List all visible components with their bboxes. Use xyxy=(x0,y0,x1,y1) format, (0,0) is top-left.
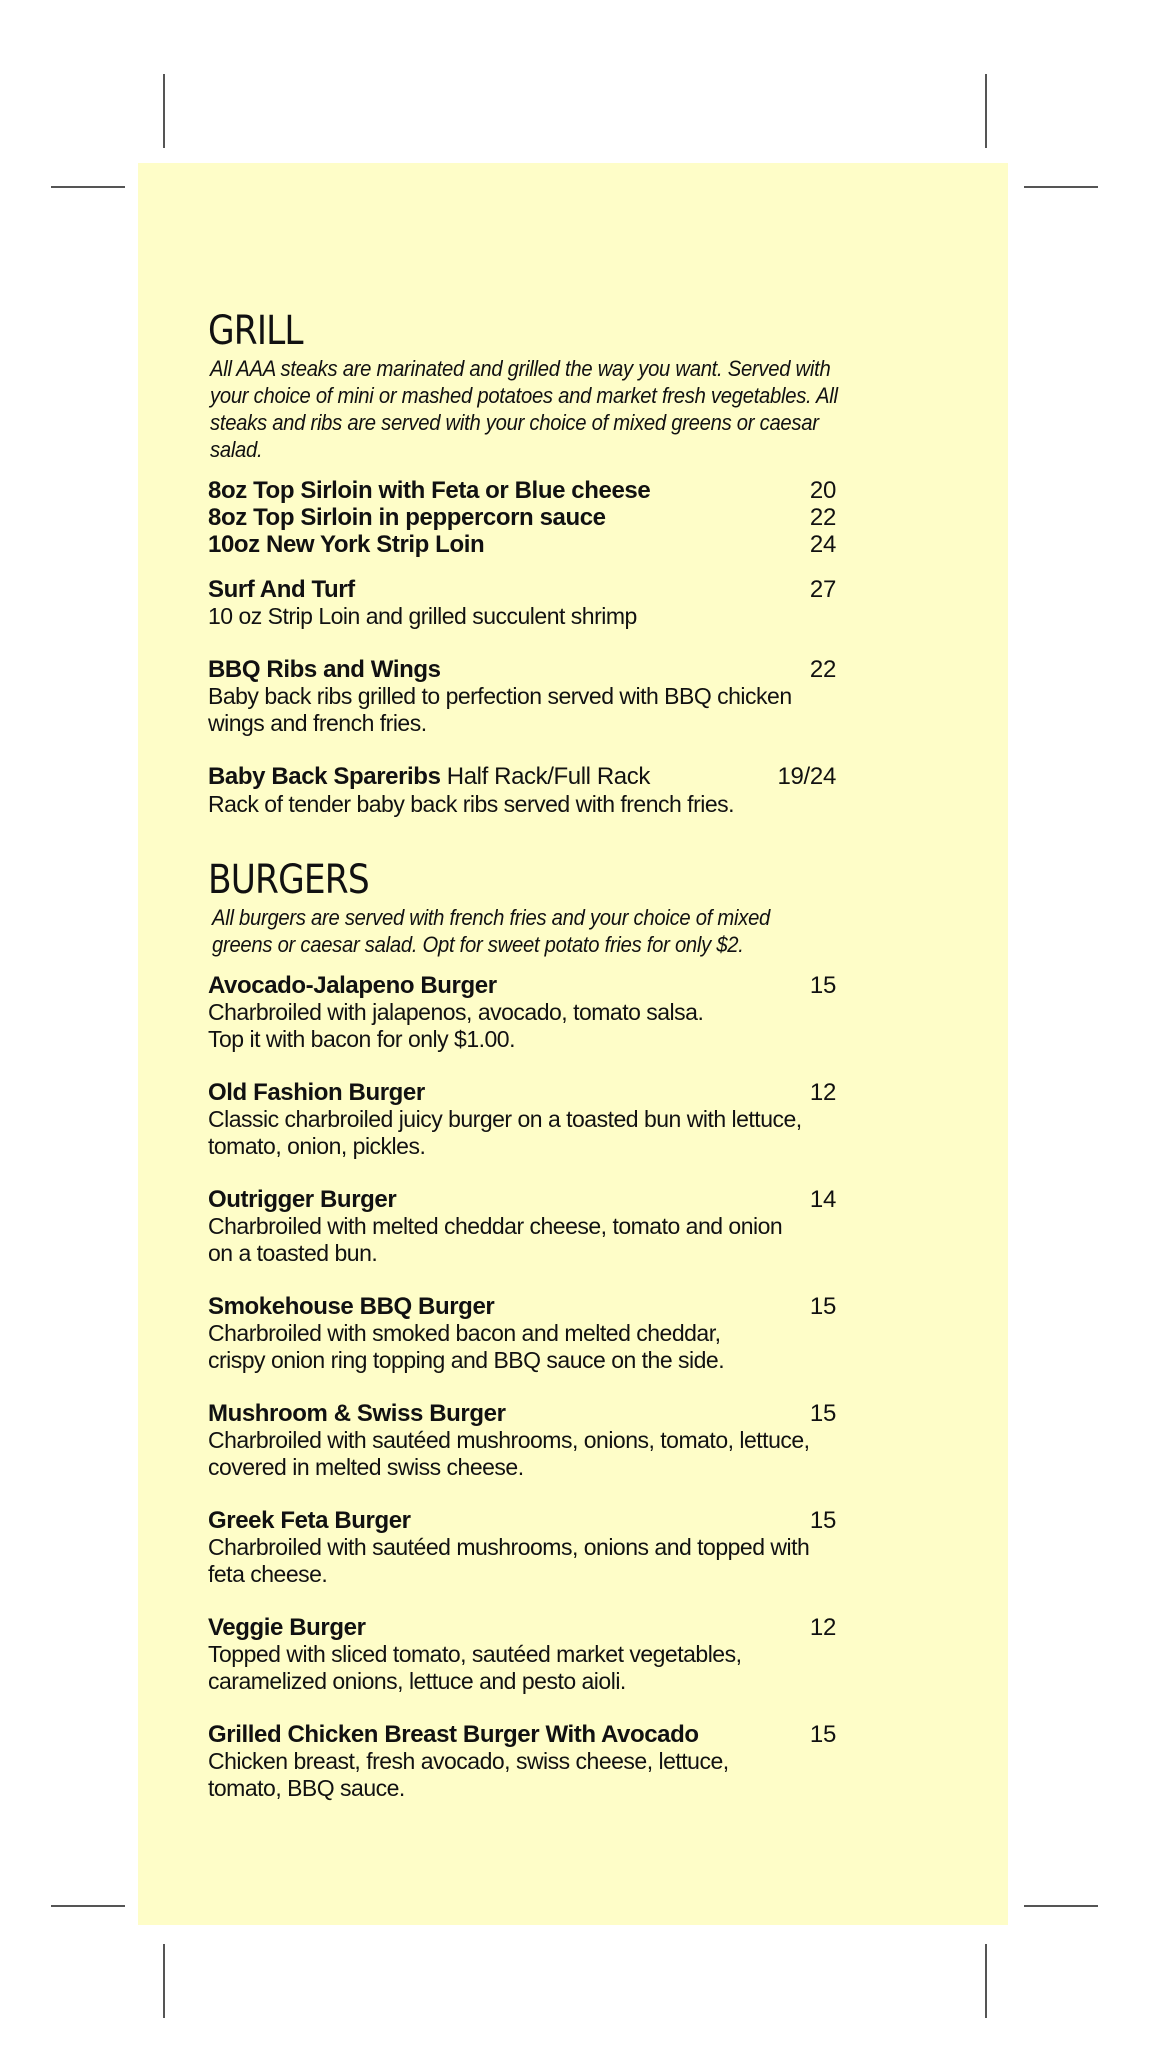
item-name: BBQ Ribs and Wings xyxy=(208,656,441,683)
item-price: 15 xyxy=(809,1721,836,1748)
item-description: Charbroiled with melted cheddar cheese, tomato and onion on a toasted bun. xyxy=(208,1213,783,1266)
menu-item-old-fashion-burger xyxy=(208,1079,836,1160)
item-price: 12 xyxy=(809,1079,836,1106)
item-description: Rack of tender baby back ribs served with french fries. xyxy=(208,791,735,817)
item-price: 19/24 xyxy=(777,763,836,790)
item-description: Charbroiled with sautéed mushrooms, onions, tomato, lettuce, covered in melted swiss cheese. xyxy=(208,1427,810,1480)
item-header xyxy=(208,656,836,683)
steak-name: 8oz Top Sirloin with Feta or Blue cheese xyxy=(208,477,651,504)
menu-item-avocado-jalapeno-burger xyxy=(208,972,836,1053)
menu-item-outrigger-burger xyxy=(208,1186,836,1267)
crop-mark-left-top xyxy=(51,186,125,188)
item-name: Surf And Turf xyxy=(208,576,355,603)
item-header xyxy=(208,1293,836,1320)
steak-name: 8oz Top Sirloin in peppercorn sauce xyxy=(208,504,606,531)
item-price: 12 xyxy=(809,1614,836,1641)
item-portion-options: Half Rack/Full Rack xyxy=(440,763,650,790)
item-price: 15 xyxy=(809,1293,836,1320)
steak-row xyxy=(208,504,836,531)
steak-name: 10oz New York Strip Loin xyxy=(208,531,485,558)
item-header xyxy=(208,972,836,999)
item-title xyxy=(208,763,650,791)
crop-mark-left-bottom xyxy=(51,1905,125,1907)
steak-group xyxy=(208,477,836,558)
steak-row xyxy=(208,531,836,558)
item-description: Chicken breast, fresh avocado, swiss cheese, lettuce, tomato, BBQ sauce. xyxy=(208,1748,729,1801)
item-header xyxy=(208,1507,836,1534)
item-header xyxy=(208,576,836,603)
item-price: 15 xyxy=(809,1507,836,1534)
steak-price: 24 xyxy=(809,531,836,558)
crop-mark-bottom-left xyxy=(163,1944,165,2018)
item-description: Charbroiled with jalapenos, avocado, tomato salsa. Top it with bacon for only $1.00. xyxy=(208,999,704,1052)
item-name: Greek Feta Burger xyxy=(208,1507,411,1534)
item-header xyxy=(208,763,836,791)
item-description: Topped with sliced tomato, sautéed market vegetables, caramelized onions, lettuce and pesto aioli. xyxy=(208,1641,742,1694)
burgers-title: BURGERS xyxy=(208,857,369,903)
item-header xyxy=(208,1186,836,1213)
item-price: 15 xyxy=(809,1400,836,1427)
item-header xyxy=(208,1721,836,1748)
menu-item-grilled-chicken-burger xyxy=(208,1721,836,1802)
crop-mark-right-bottom xyxy=(1024,1905,1098,1907)
menu-item-smokehouse-bbq-burger xyxy=(208,1293,836,1374)
menu-content xyxy=(208,309,836,1802)
menu-item-mushroom-swiss-burger xyxy=(208,1400,836,1481)
menu-item-greek-feta-burger xyxy=(208,1507,836,1588)
item-header xyxy=(208,1079,836,1106)
item-name: Baby Back Spareribs xyxy=(208,763,441,790)
item-name: Outrigger Burger xyxy=(208,1186,397,1213)
item-description: Baby back ribs grilled to perfection served with BBQ chicken wings and french fries. xyxy=(208,683,792,736)
item-description: Charbroiled with smoked bacon and melted cheddar, crispy onion ring topping and BBQ sauce on the side. xyxy=(208,1320,725,1373)
menu-item-baby-back-spareribs xyxy=(208,763,836,818)
item-price: 14 xyxy=(809,1186,836,1213)
grill-section xyxy=(208,309,836,818)
crop-mark-bottom-right xyxy=(985,1944,987,2018)
menu-panel xyxy=(138,163,1008,1925)
item-description: Classic charbroiled juicy burger on a toasted bun with lettuce, tomato, onion, pickles. xyxy=(208,1106,802,1159)
item-header xyxy=(208,1400,836,1427)
crop-mark-top-right xyxy=(985,74,987,148)
burgers-section xyxy=(208,858,836,1802)
steak-price: 20 xyxy=(809,477,836,504)
menu-item-bbq-ribs-wings xyxy=(208,656,836,737)
item-name: Smokehouse BBQ Burger xyxy=(208,1293,495,1320)
item-price: 27 xyxy=(809,576,836,603)
item-description: Charbroiled with sautéed mushrooms, onions and topped with feta cheese. xyxy=(208,1534,810,1587)
item-price: 15 xyxy=(809,972,836,999)
grill-title: GRILL xyxy=(208,308,303,354)
item-name: Avocado-Jalapeno Burger xyxy=(208,972,497,999)
menu-item-veggie-burger xyxy=(208,1614,836,1695)
crop-mark-top-left xyxy=(163,74,165,148)
item-name: Veggie Burger xyxy=(208,1614,366,1641)
item-name: Mushroom & Swiss Burger xyxy=(208,1400,506,1427)
crop-mark-right-top xyxy=(1024,186,1098,188)
steak-row xyxy=(208,477,836,504)
item-description: 10 oz Strip Loin and grilled succulent shrimp xyxy=(208,603,637,629)
item-name: Grilled Chicken Breast Burger With Avocado xyxy=(208,1721,699,1748)
burgers-note: All burgers are served with french fries and your choice of mixed greens or caesar salad. Opt for sweet potato fries for only $2. xyxy=(212,905,771,957)
item-header xyxy=(208,1614,836,1641)
grill-note: All AAA steaks are marinated and grilled the way you want. Served with your choice of mini or mashed potatoes and market fresh vegetables. All steaks and ribs are served with your choice of mixed greens or caesar salad. xyxy=(210,356,838,462)
item-name: Old Fashion Burger xyxy=(208,1079,425,1106)
item-price: 22 xyxy=(809,656,836,683)
steak-price: 22 xyxy=(809,504,836,531)
menu-item-surf-and-turf xyxy=(208,576,836,630)
